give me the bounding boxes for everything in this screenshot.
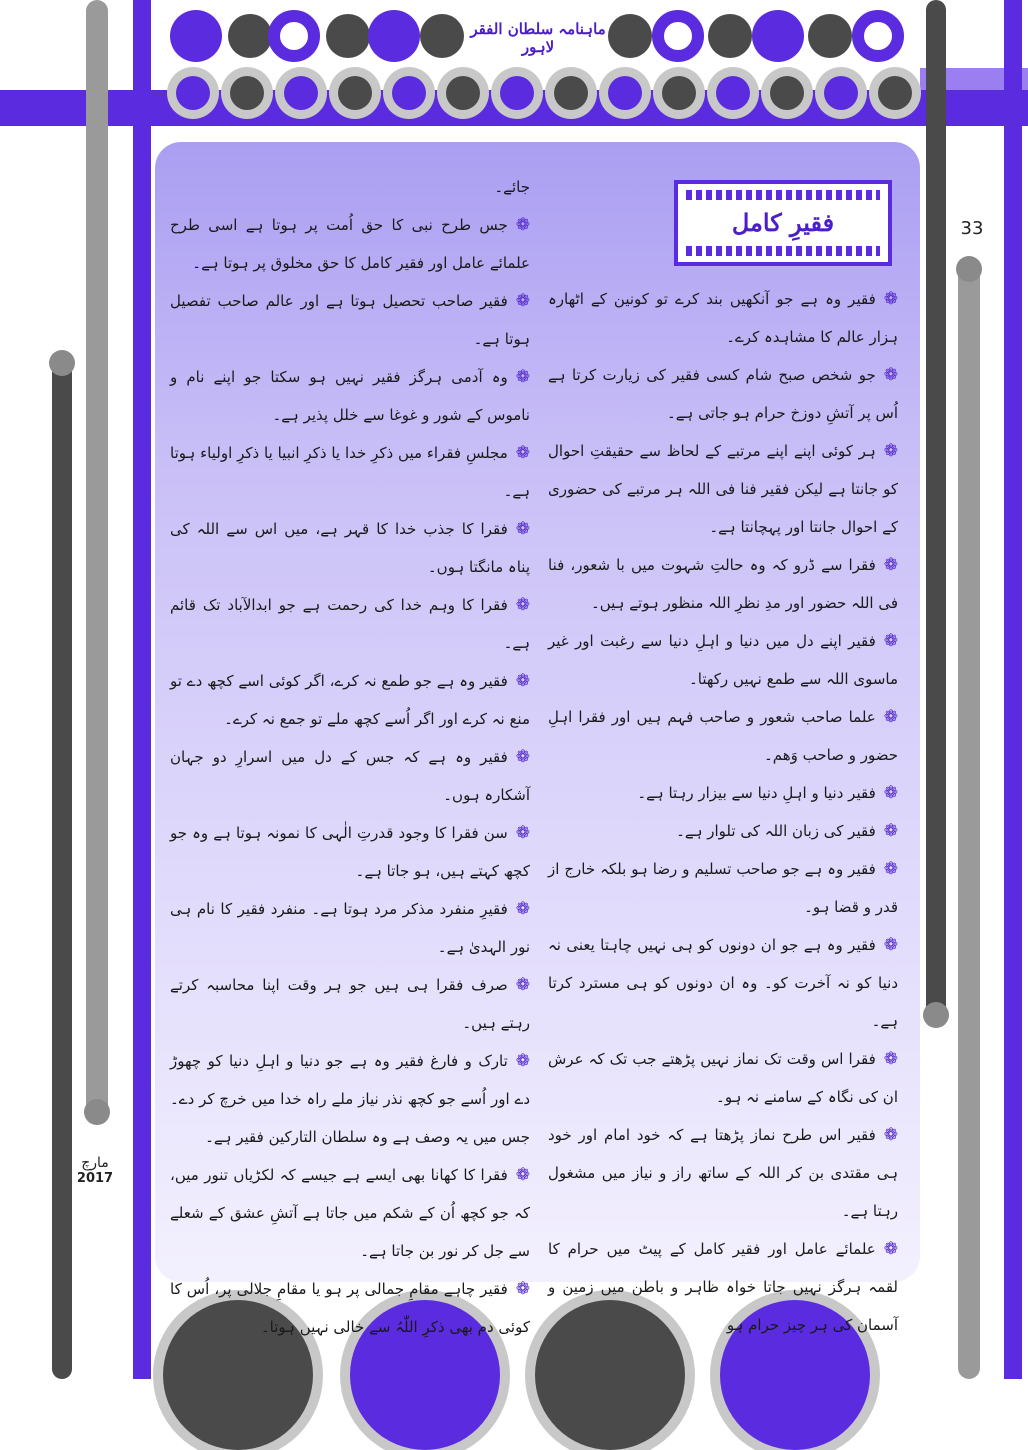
dot: [500, 76, 534, 110]
saying-item: [170, 434, 530, 510]
saying-item: [170, 510, 530, 586]
flower-bullet-icon: ❁: [515, 595, 530, 615]
film-strip-top: [686, 190, 880, 200]
flower-bullet-icon: ❁: [515, 1279, 530, 1299]
dot: [708, 14, 752, 58]
saying-item: [170, 282, 530, 358]
issue-date: [70, 1155, 120, 1186]
saying-text: فقیر وہ ہے جو ان دونوں کو ہی نہیں چاہتا یعنی نہ دنیا کو نہ آخرت کو۔ وہ ان دونوں کو ہی مسترد کرتا ہے۔: [548, 936, 898, 1030]
saying-text: تارک و فارغ فقیر وہ ہے جو دنیا و اہلِ دنیا کو چھوڑ دے اور اُسے جو کچھ نذر نیاز ملے راہ خدا میں خرچ کر دے۔ جس میں یہ وصف ہے وہ سلطان التارکین فقیر ہے۔: [170, 1052, 530, 1146]
saying-item: [170, 966, 530, 1042]
dot: [446, 76, 480, 110]
saying-item: [548, 546, 898, 622]
saying-text: فقیر وہ ہے جو آنکھیں بند کرے تو کونین کے اٹھارہ ہزار عالم کا مشاہدہ کرے۔: [548, 290, 898, 346]
flower-bullet-icon: ❁: [515, 823, 530, 843]
saying-item: [170, 1270, 530, 1346]
left-grey-knob: [84, 1099, 110, 1125]
flower-bullet-icon: ❁: [515, 443, 530, 463]
flower-bullet-icon: ❁: [883, 441, 898, 461]
flower-bullet-icon: ❁: [883, 707, 898, 727]
dot: [752, 10, 804, 62]
saying-item: [548, 1230, 898, 1344]
right-dark-knob: [923, 1002, 949, 1028]
dot: [368, 10, 420, 62]
flower-bullet-icon: ❁: [883, 783, 898, 803]
saying-item: [548, 774, 898, 812]
left-dark-knob: [49, 350, 75, 376]
dot: [662, 76, 696, 110]
flower-bullet-icon: ❁: [883, 821, 898, 841]
saying-text: صرف فقرا ہی ہیں جو ہر وقت اپنا محاسبہ کرتے رہتے ہیں۔: [170, 976, 530, 1032]
saying-text: علما صاحب شعور و صاحب فہم ہیں اور فقرا اہلِ حضور و صاحب وَھم۔: [548, 708, 898, 764]
saying-text: فقرا کا جذب خدا کا قہر ہے، میں اس سے اللہ کی پناہ مانگتا ہوں۔: [170, 520, 530, 576]
dot: [554, 76, 588, 110]
dot: [716, 76, 750, 110]
saying-item: [548, 926, 898, 1040]
saying-text: فقیر اپنے دل میں دنیا و اہلِ دنیا سے رغبت اور غیر ماسوی اللہ سے طمع نہیں رکھتا۔: [548, 632, 898, 688]
flower-bullet-icon: ❁: [883, 289, 898, 309]
saying-item: [170, 1156, 530, 1270]
dot: [824, 76, 858, 110]
saying-item: [170, 206, 530, 282]
saying-item: [548, 812, 898, 850]
saying-item: [170, 586, 530, 662]
right-purple-bar: [1004, 0, 1022, 1379]
saying-item: [548, 1040, 898, 1116]
page-number: 33: [960, 218, 984, 239]
dot: [284, 76, 318, 110]
saying-text: فقرا کا وہم خدا کی رحمت ہے جو ابدالآباد تک قائم ہے۔: [170, 596, 530, 652]
saying-text: جس طرح نبی کا حق اُمت پر ہوتا ہے اسی طرح علمائے عامل اور فقیر کامل کا حق مخلوق پر ہوتا ہے۔: [170, 216, 530, 272]
flower-bullet-icon: ❁: [883, 555, 898, 575]
dot: [268, 10, 320, 62]
saying-text: فقرا کا کھانا بھی ایسے ہے جیسے کہ لکڑیاں تنور میں، کہ جو کچھ اُن کے شکم میں جاتا ہے آتشِ عشق کے شعلے سے جل کر نور بن جاتا ہے۔: [170, 1166, 530, 1260]
dot: [878, 76, 912, 110]
saying-text: وہ آدمی ہرگز فقیر نہیں ہو سکتا جو اپنے نام و ناموس کے شور و غوغا سے خلل پذیر ہے۔: [170, 368, 530, 424]
dot: [392, 76, 426, 110]
saying-item: [170, 662, 530, 738]
saying-item: [548, 280, 898, 356]
left-dark-bar: [52, 352, 72, 1379]
issue-year: 2017: [76, 1171, 114, 1186]
saying-text: فقیر دنیا و اہلِ دنیا سے بیزار رہتا ہے۔: [637, 784, 876, 802]
dot: [420, 14, 464, 58]
saying-text: علمائے عامل اور فقیر کامل کے پیٹ میں حرام کا لقمہ ہرگز نہیں جاتا خواہ ظاہر و باطن میں زمین و آسمان کی ہر چیز حرام ہو: [548, 1240, 898, 1334]
continuation-text: جائے۔: [494, 178, 530, 196]
flower-bullet-icon: ❁: [515, 215, 530, 235]
flower-bullet-icon: ❁: [883, 1239, 898, 1259]
publication-name: ماہنامہ سلطان الفقر لاہور: [470, 20, 606, 56]
dot: [808, 14, 852, 58]
issue-month: مارچ: [81, 1155, 109, 1171]
flower-bullet-icon: ❁: [883, 1125, 898, 1145]
saying-item: [548, 1116, 898, 1230]
saying-item: [548, 622, 898, 698]
saying-text: فقیرِ منفرد مذکر مرد ہوتا ہے۔ منفرد فقیر کا نام ہی نور الہدیٰ ہے۔: [170, 900, 530, 956]
right-grey-knob: [956, 256, 982, 282]
dot: [170, 10, 222, 62]
flower-bullet-icon: ❁: [515, 671, 530, 691]
left-purple-bar: [133, 0, 151, 1379]
flower-bullet-icon: ❁: [883, 365, 898, 385]
dot: [326, 14, 370, 58]
right-grey-bar: [958, 258, 980, 1379]
saying-text: فقیر وہ ہے کہ جس کے دل میں اسرارِ دو جہان آشکارہ ہوں۔: [170, 748, 530, 804]
saying-item: [170, 814, 530, 890]
saying-text: فقرا اس وقت تک نماز نہیں پڑھتے جب تک کہ عرش ان کی نگاہ کے سامنے نہ ہو۔: [548, 1050, 898, 1106]
article-title-box: [674, 180, 892, 266]
saying-item: [170, 358, 530, 434]
saying-text: جو شخص صبح شام کسی فقیر کی زیارت کرتا ہے اُس پر آتشِ دوزخ حرام ہو جاتی ہے۔: [548, 366, 898, 422]
saying-item: [170, 738, 530, 814]
right-dark-bar: [926, 0, 946, 1020]
saying-item: [548, 432, 898, 546]
flower-bullet-icon: ❁: [515, 899, 530, 919]
flower-bullet-icon: ❁: [883, 935, 898, 955]
right-column: [548, 280, 898, 1334]
saying-text: مجلسِ فقراء میں ذکرِ خدا یا ذکرِ انبیا یا ذکرِ اولیاء ہوتا ہے۔: [170, 444, 530, 500]
saying-item: [170, 890, 530, 966]
flower-bullet-icon: ❁: [883, 1049, 898, 1069]
dot: [338, 76, 372, 110]
left-grey-bar: [86, 0, 108, 1115]
saying-text: فقیر صاحب تحصیل ہوتا ہے اور عالم صاحب تفصیل ہوتا ہے۔: [170, 292, 530, 348]
saying-text: فقیر وہ ہے جو صاحب تسلیم و رضا ہو بلکہ خارج از قدر و قضا ہو۔: [548, 860, 898, 916]
dot: [230, 76, 264, 110]
saying-text: فقرا سے ڈرو کہ وہ حالتِ شہوت میں با شعور، فنا فی اللہ حضور اور مدِ نظرِ اللہ منظور ہوتے ہیں۔: [548, 556, 898, 612]
article-title: فقیرِ کامل: [731, 208, 835, 237]
dot: [228, 14, 272, 58]
flower-bullet-icon: ❁: [515, 1165, 530, 1185]
saying-text: ہر کوئی اپنے اپنے مرتبے کے لحاظ سے حقیقتِ احوال کو جانتا ہے لیکن فقیر فنا فی اللہ ہر مرتبے کی حضوری کے احوال جانتا اور پہچانتا ہے۔: [548, 442, 898, 536]
dot: [608, 14, 652, 58]
flower-bullet-icon: ❁: [515, 747, 530, 767]
flower-bullet-icon: ❁: [515, 975, 530, 995]
saying-text: فقیر چاہے مقامِ جمالی پر ہو یا مقامِ جلالی پر، اُس کا کوئی دم بھی ذکرِ اللّٰہُ سے خالی نہیں ہوتا۔: [170, 1280, 530, 1336]
dot: [652, 10, 704, 62]
flower-bullet-icon: ❁: [883, 859, 898, 879]
dot: [176, 76, 210, 110]
flower-bullet-icon: ❁: [883, 631, 898, 651]
saying-item: [548, 356, 898, 432]
flower-bullet-icon: ❁: [515, 291, 530, 311]
flower-bullet-icon: ❁: [515, 367, 530, 387]
saying-item: [548, 850, 898, 926]
saying-item: [170, 1042, 530, 1156]
left-column: [170, 168, 530, 1336]
film-strip-bottom: [686, 246, 880, 256]
dot: [608, 76, 642, 110]
dot: [852, 10, 904, 62]
saying-text: فقیر کی زبان اللہ کی تلوار ہے۔: [676, 822, 876, 840]
saying-text: فقیر اس طرح نماز پڑھتا ہے کہ خود امام اور خود ہی مقتدی بن کر اللہ کے ساتھ راز و نیاز میں مشغول رہتا ہے۔: [548, 1126, 898, 1220]
saying-item: [548, 698, 898, 774]
saying-text: فقیر وہ ہے جو طمع نہ کرے، اگر کوئی اسے کچھ دے تو منع نہ کرے اور اگر اُسے کچھ ملے تو جمع نہ کرے۔: [170, 672, 530, 728]
flower-bullet-icon: ❁: [515, 519, 530, 539]
saying-text: سن فقرا کا وجود قدرتِ الٰہی کا نمونہ ہوتا ہے وہ جو کچھ کہتے ہیں، ہو جاتا ہے۔: [170, 824, 530, 880]
flower-bullet-icon: ❁: [515, 1051, 530, 1071]
dot: [770, 76, 804, 110]
